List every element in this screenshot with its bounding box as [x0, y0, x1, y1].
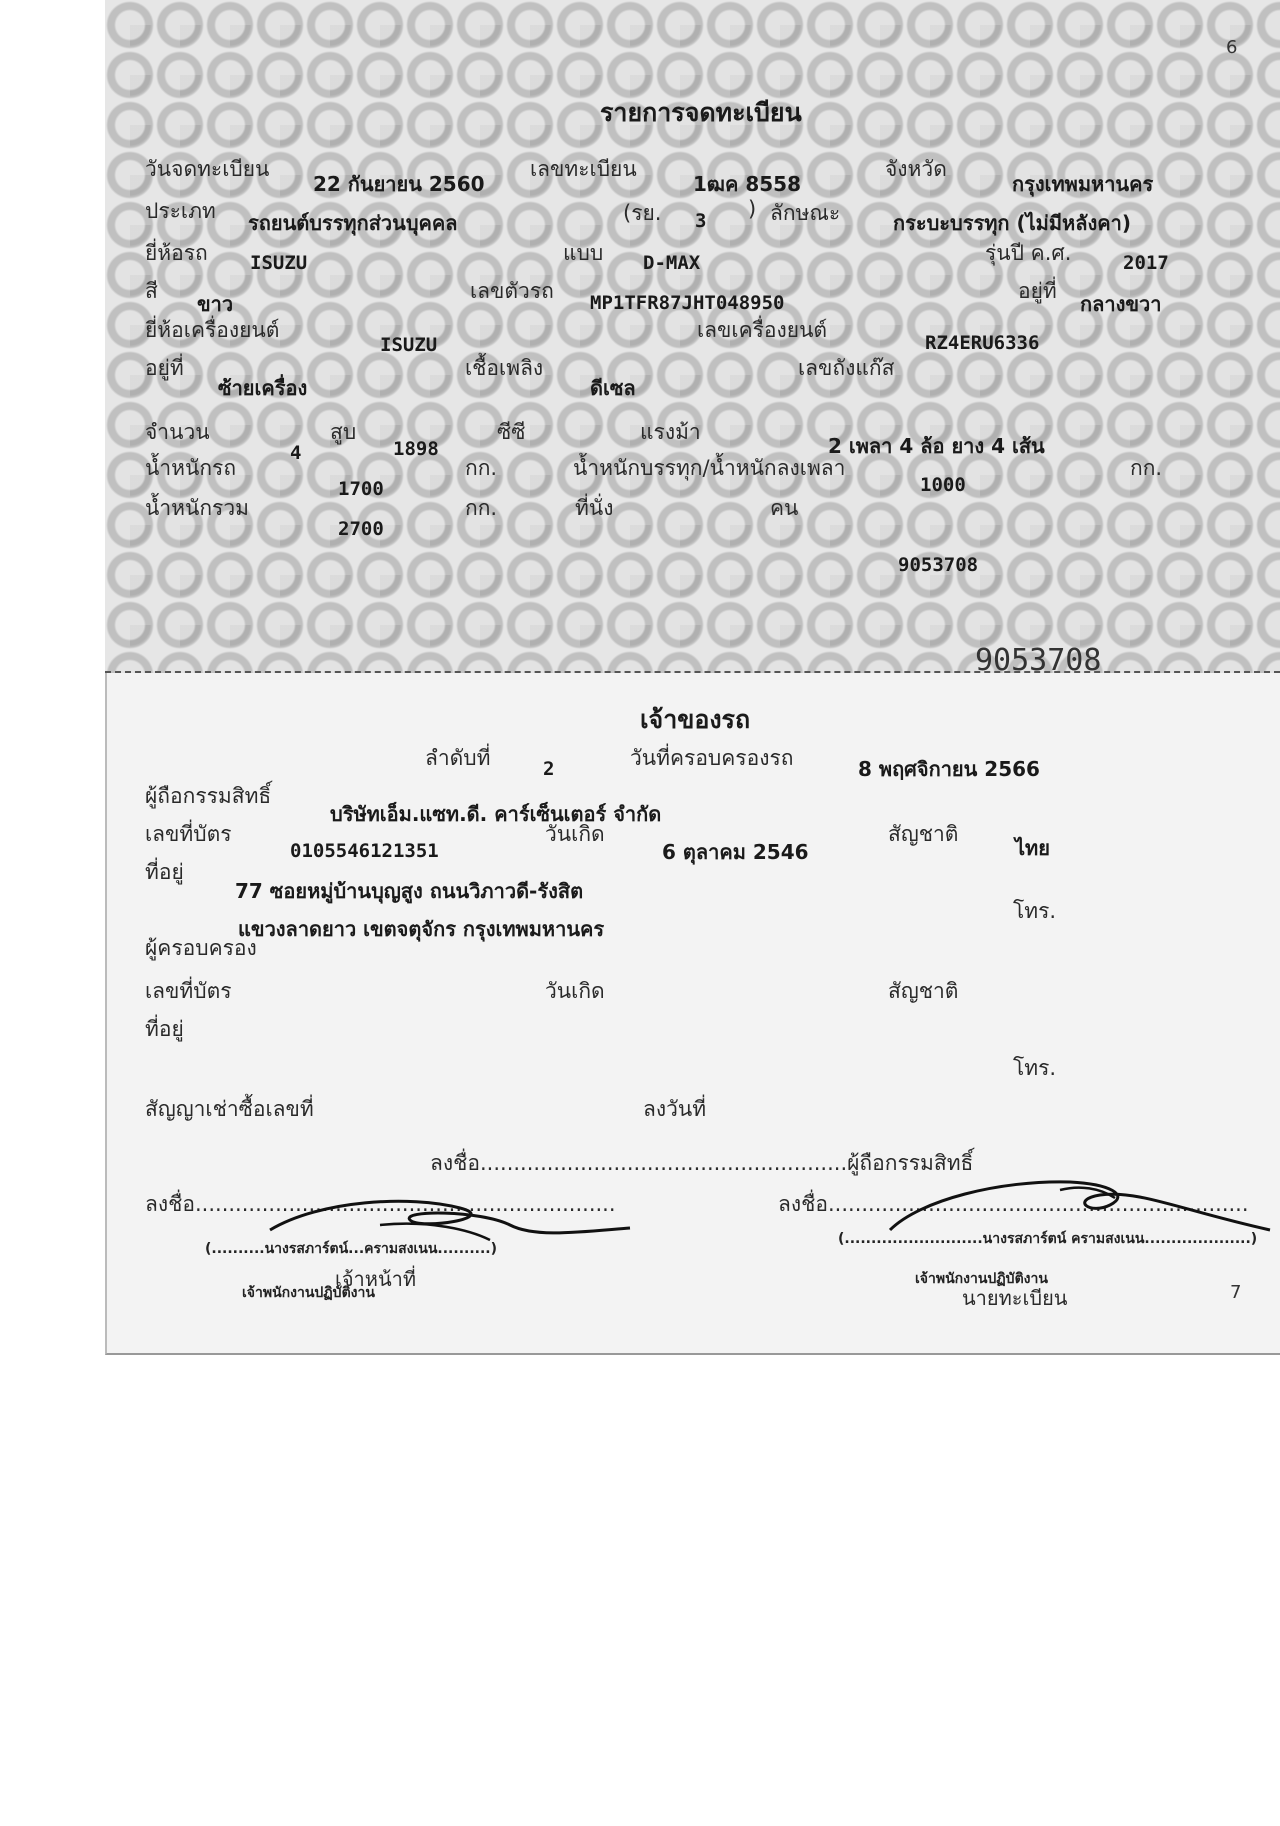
holder-signature-line: ลงชื่อ.......................................................ผู้ถือกรรมสิทธิ์	[430, 1151, 974, 1175]
reg-date-value: 22 กันยายน 2560	[313, 172, 485, 196]
total-weight-value: 2700	[338, 518, 384, 540]
document-title: รายการจดทะเบียน	[600, 98, 802, 127]
right-signer-title: นายทะเบียน	[962, 1286, 1068, 1310]
total-weight-kg: กก.	[465, 496, 498, 520]
cc-label: ซีซี	[497, 420, 526, 444]
left-signature-image	[260, 1190, 640, 1260]
holder-value: บริษัทเอ็ม.แซท.ดี. คาร์เซ็นเตอร์ จำกัด	[330, 802, 662, 826]
engine-number-value: RZ4ERU6336	[925, 332, 1040, 354]
year-label: รุ่นปี ค.ศ.	[985, 241, 1072, 265]
cc-value: 1898	[393, 438, 439, 460]
right-signature-image	[880, 1170, 1280, 1260]
possessor-dob-label: วันเกิด	[545, 979, 605, 1003]
contract-label: สัญญาเช่าซื้อเลขที่	[145, 1097, 314, 1121]
province-label: จังหวัด	[885, 157, 947, 181]
dob-value: 6 ตุลาคม 2546	[662, 840, 809, 864]
signed-date-label: ลงวันที่	[643, 1097, 707, 1121]
axles-value: 2 เพลา 4 ล้อ ยาง 4 เส้น	[828, 434, 1045, 458]
right-signer-position: เจ้าพนักงานปฏิบัติงาน	[915, 1271, 1048, 1287]
total-weight-label: น้ำหนักรวม	[145, 496, 249, 520]
right-signature-line: ลงชื่อ...............................................................	[778, 1192, 1249, 1216]
weight-value: 1700	[338, 478, 384, 500]
engine-location-label: อยู่ที่	[145, 356, 184, 380]
model-label: แบบ	[563, 241, 604, 265]
holder-label: ผู้ถือกรรมสิทธิ์	[145, 784, 272, 808]
engine-brand-value: ISUZU	[380, 334, 438, 356]
plate-label: เลขทะเบียน	[530, 157, 637, 181]
gas-tank-label: เลขถังแก๊ส	[798, 356, 895, 380]
plate-value: 1ฒค 8558	[693, 172, 801, 196]
id-label: เลขที่บัตร	[145, 822, 232, 846]
count-label: จำนวน	[145, 420, 210, 444]
load-value: 1000	[920, 474, 966, 496]
possessor-phone-label: โทร.	[1013, 1056, 1057, 1080]
chassis-location-value: กลางขวา	[1080, 292, 1162, 316]
ry-value: 3	[695, 210, 707, 232]
chassis-value: MP1TFR87JHT048950	[590, 292, 785, 314]
possession-date-label: วันที่ครอบครองรถ	[630, 746, 794, 770]
year-value: 2017	[1123, 252, 1169, 274]
order-value: 2	[543, 758, 555, 780]
owner-heading: เจ้าของรถ	[640, 705, 751, 734]
possession-date-value: 8 พฤศจิกายน 2566	[858, 757, 1040, 781]
load-kg: กก.	[1130, 456, 1163, 480]
model-value: D-MAX	[643, 252, 701, 274]
cylinders-value: 4	[290, 442, 302, 464]
left-signer-position: เจ้าพนักงานปฏิบัติงาน	[242, 1285, 375, 1301]
serial-number: 9053708	[898, 554, 979, 576]
weight-kg: กก.	[465, 456, 498, 480]
brand-label: ยี่ห้อรถ	[145, 241, 208, 265]
left-signature-line: ลงชื่อ...............................................................	[145, 1192, 616, 1216]
reg-date-label: วันจดทะเบียน	[145, 157, 270, 181]
address-line2: แขวงลาดยาว เขตจตุจักร กรุงเทพมหานคร	[238, 917, 605, 941]
address-label: ที่อยู่	[145, 860, 184, 884]
page-number-top: 6	[1226, 37, 1238, 58]
type-label: ประเภท	[145, 199, 216, 223]
chassis-label: เลขตัวรถ	[470, 279, 554, 303]
persons-label: คน	[770, 496, 799, 520]
serial-number-large: 9053708	[975, 643, 1102, 678]
type-value: รถยนต์บรรทุกส่วนบุคคล	[248, 211, 458, 235]
load-label: น้ำหนักบรรทุก/น้ำหนักลงเพลา	[573, 456, 846, 480]
nature-value: กระบะบรรทุก (ไม่มีหลังคา)	[893, 211, 1131, 235]
cylinder-label: สูบ	[330, 420, 357, 444]
fuel-value: ดีเซล	[590, 376, 636, 400]
left-signer-name: (..........นางรสภาร์ตน์...ครามสงเนน..........)	[205, 1241, 498, 1257]
province-value: กรุงเทพมหานคร	[1012, 172, 1154, 196]
ry-label: (รย.	[623, 201, 662, 225]
possessor-id-label: เลขที่บัตร	[145, 979, 232, 1003]
possessor-address-label: ที่อยู่	[145, 1017, 184, 1041]
brand-value: ISUZU	[250, 252, 308, 274]
address-line1: 77 ซอยหมู่บ้านบุญสูง ถนนวิภาวดี-รังสิต	[235, 879, 584, 903]
left-signer-title: เจ้าหน้าที่	[335, 1267, 417, 1291]
id-value: 0105546121351	[290, 840, 439, 862]
possessor-nationality-label: สัญชาติ	[888, 979, 959, 1003]
nature-label: ลักษณะ	[770, 201, 841, 225]
nationality-value: ไทย	[1015, 836, 1050, 860]
seats-label: ที่นั่ง	[575, 496, 614, 520]
fuel-label: เชื้อเพลิง	[465, 356, 544, 380]
possessor-label: ผู้ครอบครอง	[145, 936, 257, 960]
nationality-label: สัญชาติ	[888, 822, 959, 846]
order-label: ลำดับที่	[425, 746, 491, 770]
page-number-bottom: 7	[1230, 1282, 1242, 1303]
engine-location-value: ซ้ายเครื่อง	[218, 376, 308, 400]
perforation-line	[105, 671, 1280, 673]
dob-label: วันเกิด	[545, 822, 605, 846]
weight-label: น้ำหนักรถ	[145, 456, 237, 480]
engine-brand-label: ยี่ห้อเครื่องยนต์	[145, 318, 280, 342]
chassis-location-label: อยู่ที่	[1018, 279, 1057, 303]
color-value: ขาว	[197, 292, 234, 316]
engine-number-label: เลขเครื่องยนต์	[697, 318, 828, 342]
color-label: สี	[145, 279, 158, 303]
hp-label: แรงม้า	[640, 420, 701, 444]
phone-label: โทร.	[1013, 899, 1057, 923]
ry-close: )	[748, 197, 757, 221]
right-signer-name: (..........................นางรสภาร์ตน์ ครามสงเนน....................)	[838, 1231, 1258, 1247]
